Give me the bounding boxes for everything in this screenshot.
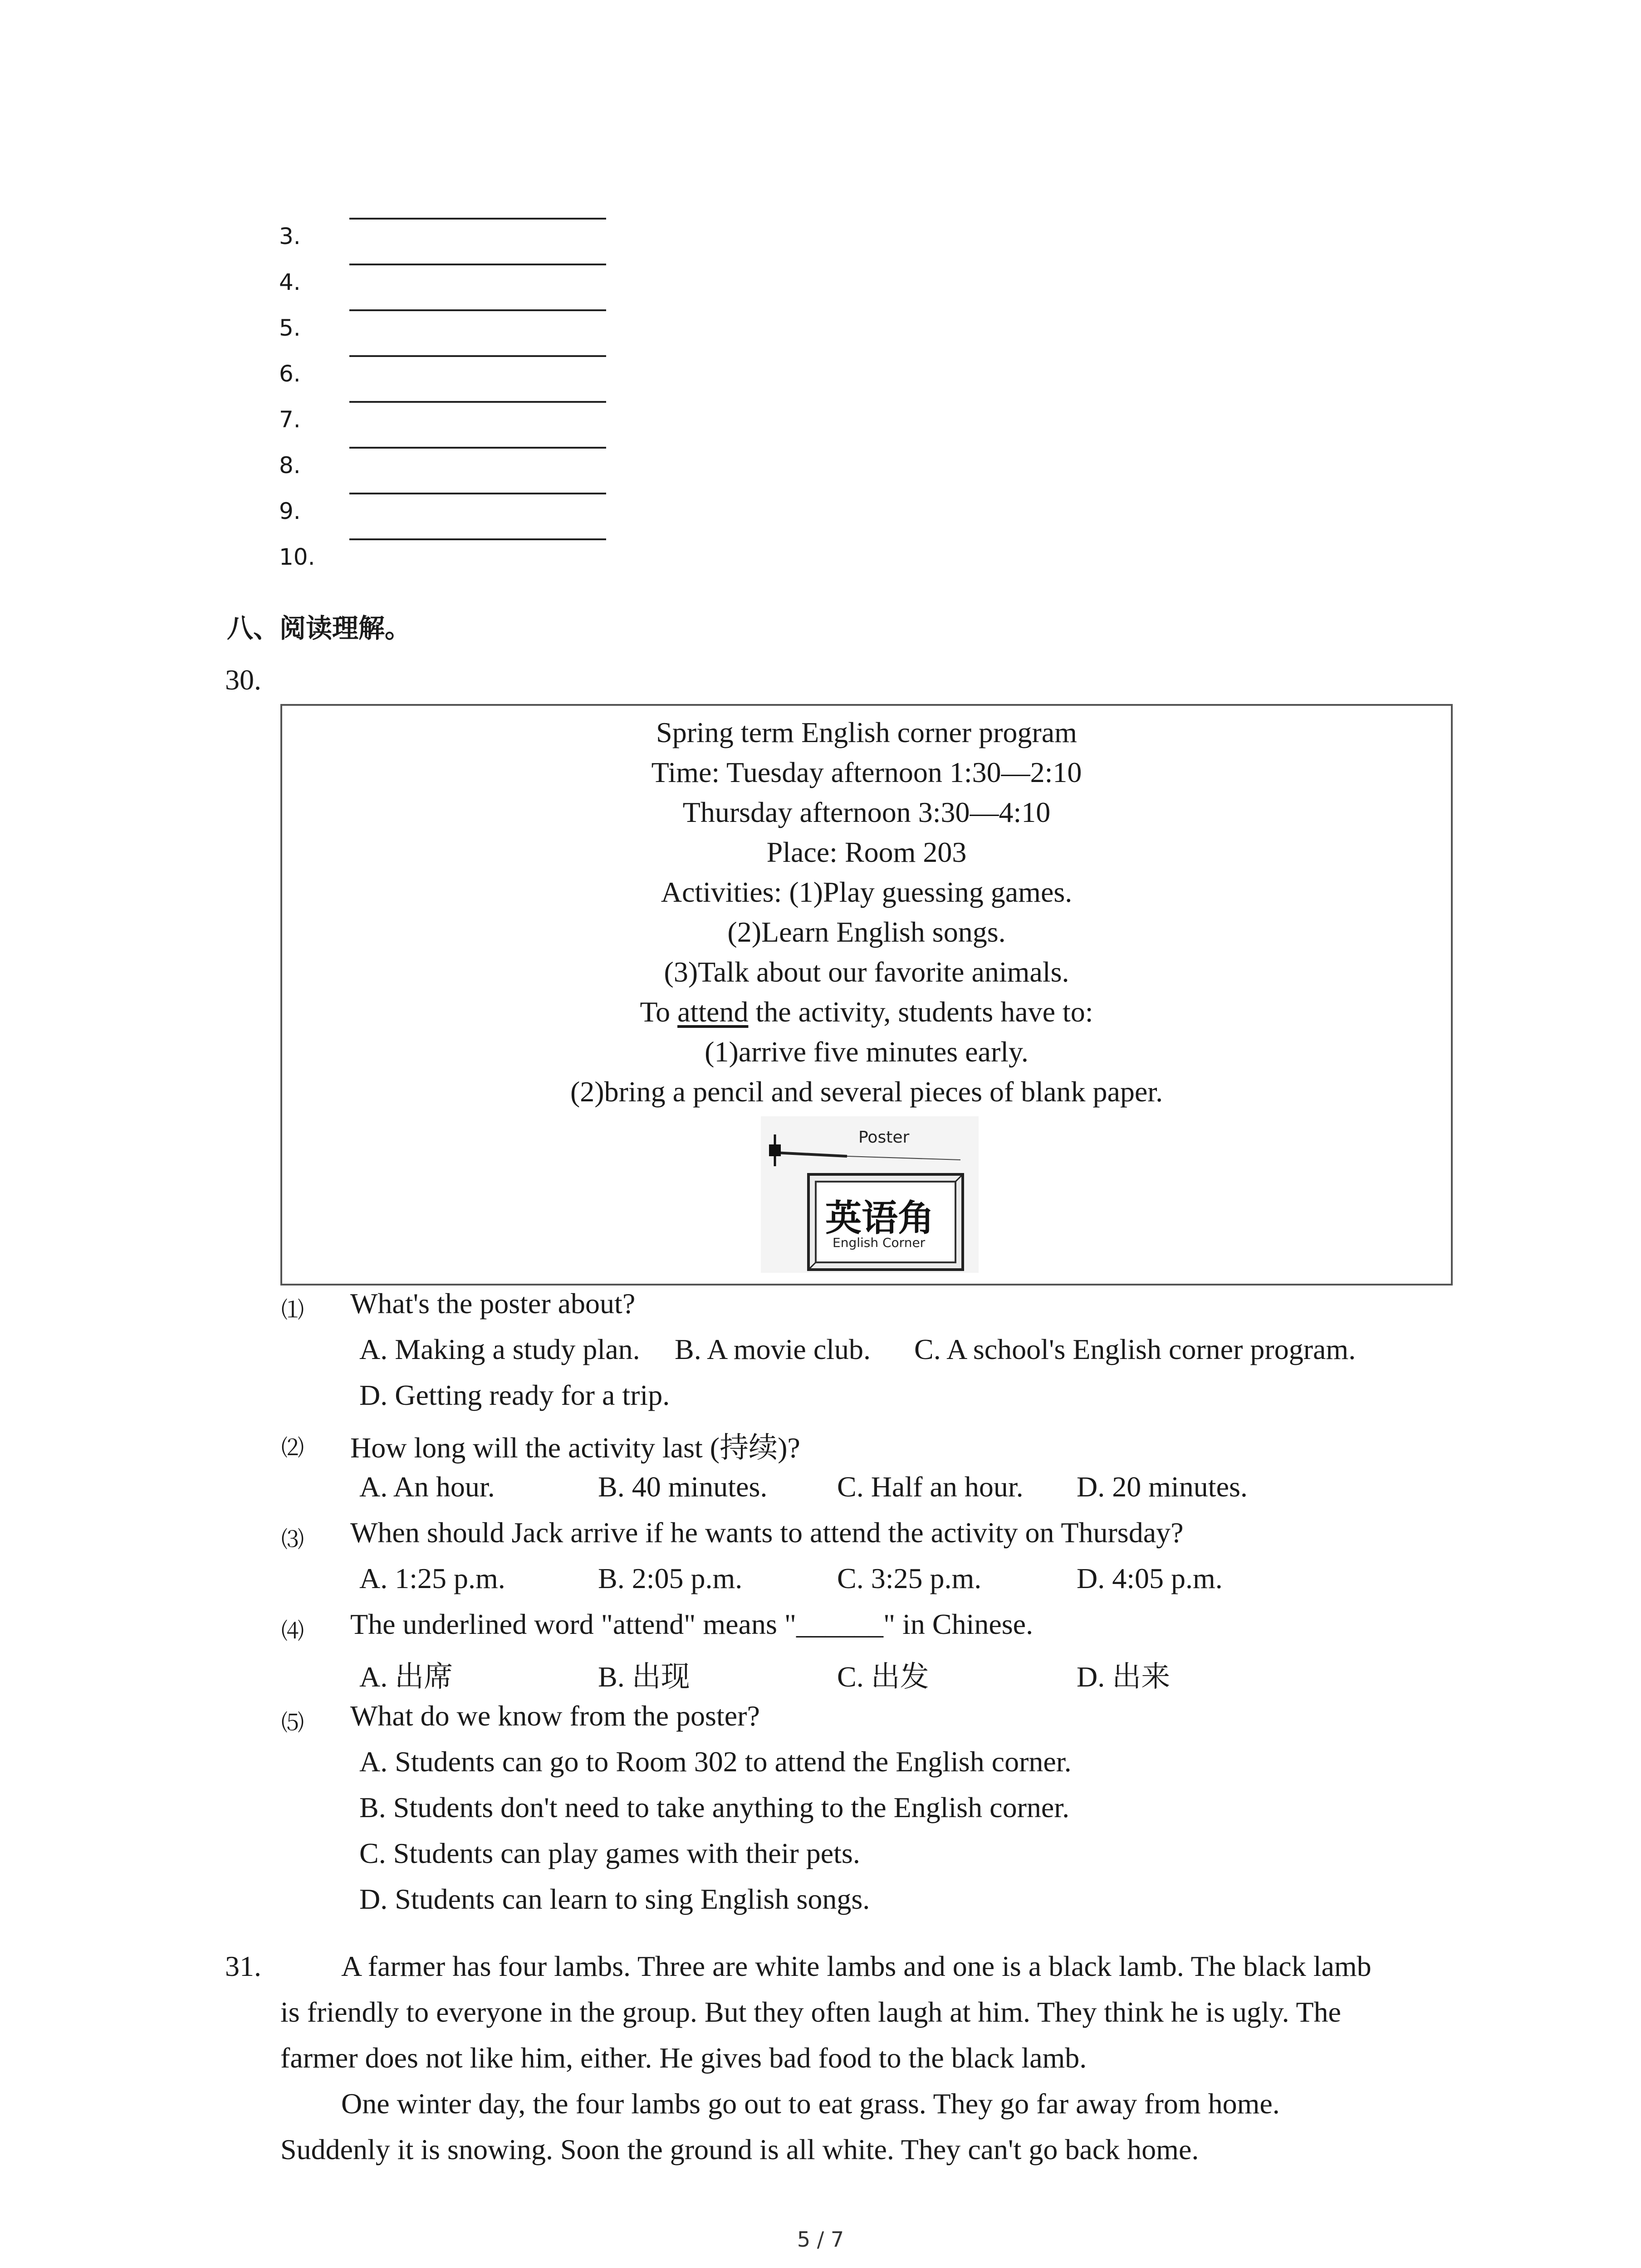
poster-activity-3: (3)Talk about our favorite animals. <box>664 956 1069 988</box>
answer-blank-line[interactable] <box>349 447 606 449</box>
poster-requirement-1: (1)arrive five minutes early. <box>705 1036 1029 1068</box>
answer-blank-line[interactable] <box>349 538 606 540</box>
option-d[interactable]: D. Students can learn to sing English songs. <box>359 1883 870 1915</box>
answer-number: 8. <box>279 452 301 479</box>
subquestion-number: ⑶ <box>281 1526 304 1553</box>
answer-blank-line[interactable] <box>349 355 606 357</box>
poster-caption: Poster <box>858 1128 910 1147</box>
poster-box <box>280 704 1453 1286</box>
answer-number: 6. <box>279 361 301 387</box>
subquestion-text: What do we know from the poster? <box>350 1700 760 1732</box>
option-b[interactable]: B. 40 minutes. <box>598 1471 768 1503</box>
option-a[interactable]: A. Students can go to Room 302 to attend the English corner. <box>359 1745 1072 1778</box>
attend-underlined-word: attend <box>677 996 749 1028</box>
passage-line: farmer does not like him, either. He gives bad food to the black lamb. <box>280 2042 1087 2074</box>
subquestion-text: The underlined word "attend" means "______" in Chinese. <box>350 1608 1034 1640</box>
answer-number: 9. <box>279 498 301 524</box>
passage-line: Suddenly it is snowing. Soon the ground is all white. They can't go back home. <box>280 2133 1199 2165</box>
answer-blank-line[interactable] <box>349 401 606 403</box>
poster-sign-chinese: 英语角 <box>825 1197 934 1239</box>
subquestion-number: ⑴ <box>281 1297 304 1323</box>
option-c[interactable]: C. 3:25 p.m. <box>837 1562 982 1594</box>
subquestion-text: What's the poster about? <box>350 1287 636 1320</box>
answer-blank-line[interactable] <box>349 493 606 494</box>
option-b[interactable]: B. Students don't need to take anything to the English corner. <box>359 1791 1070 1823</box>
passage-line: is friendly to everyone in the group. But they often laugh at him. They think he is ugly. The <box>280 1996 1341 2028</box>
subquestion-number: ⑸ <box>281 1710 304 1736</box>
poster-illustration <box>761 1116 979 1273</box>
option-c[interactable]: C. Half an hour. <box>837 1471 1024 1503</box>
answer-blank-line[interactable] <box>349 309 606 311</box>
option-b[interactable]: B. 出现 <box>598 1661 690 1693</box>
poster-time-thursday: Thursday afternoon 3:30—4:10 <box>682 796 1051 828</box>
option-c[interactable]: C. Students can play games with their pets. <box>359 1837 860 1869</box>
poster-activity-2: (2)Learn English songs. <box>727 916 1006 948</box>
section-title: 八、阅读理解。 <box>227 613 411 644</box>
answer-number: 4. <box>279 269 301 295</box>
option-b[interactable]: B. A movie club. <box>675 1333 871 1365</box>
answer-number: 3. <box>279 223 301 249</box>
subquestion-text: When should Jack arrive if he wants to attend the activity on Thursday? <box>350 1516 1184 1549</box>
answer-number: 5. <box>279 315 301 341</box>
question-number: 30. <box>225 664 261 696</box>
option-d[interactable]: D. 出来 <box>1077 1661 1171 1693</box>
option-c[interactable]: C. 出发 <box>837 1661 929 1693</box>
poster-requirement-2: (2)bring a pencil and several pieces of blank paper. <box>570 1075 1163 1108</box>
subquestion-text: How long will the activity last (持续)? <box>350 1432 800 1464</box>
poster-title: Spring term English corner program <box>656 716 1077 748</box>
poster-time-tuesday: Time: Tuesday afternoon 1:30—2:10 <box>651 756 1082 788</box>
poster-attend-line <box>282 995 1451 1029</box>
answer-number: 10. <box>279 544 315 570</box>
passage-line: One winter day, the four lambs go out to eat grass. They go far away from home. <box>341 2087 1280 2120</box>
subquestion-number: ⑷ <box>281 1618 304 1644</box>
option-a[interactable]: A. 1:25 p.m. <box>359 1562 505 1594</box>
poster-place: Place: Room 203 <box>766 836 967 868</box>
option-a[interactable]: A. Making a study plan. <box>359 1333 640 1365</box>
passage-line: A farmer has four lambs. Three are white lambs and one is a black lamb. The black lamb <box>341 1950 1372 1982</box>
option-d[interactable]: D. 20 minutes. <box>1077 1471 1248 1503</box>
answer-number: 7. <box>279 406 301 433</box>
page-number: 5 / 7 <box>797 2227 844 2252</box>
option-d[interactable]: D. Getting ready for a trip. <box>359 1379 670 1411</box>
option-a[interactable]: A. An hour. <box>359 1471 495 1503</box>
subquestion-number: ⑵ <box>281 1435 304 1461</box>
attend-prefix: To <box>640 996 678 1028</box>
option-d[interactable]: D. 4:05 p.m. <box>1077 1562 1223 1594</box>
poster-sign-english: English Corner <box>833 1235 926 1250</box>
question-number: 31. <box>225 1950 261 1982</box>
answer-blank-line[interactable] <box>349 264 606 265</box>
option-a[interactable]: A. 出席 <box>359 1661 453 1693</box>
answer-blank-line[interactable] <box>349 218 606 220</box>
option-c[interactable]: C. A school's English corner program. <box>914 1333 1356 1365</box>
poster-activity-1: Activities: (1)Play guessing games. <box>661 876 1073 908</box>
attend-suffix: the activity, students have to: <box>748 996 1093 1028</box>
option-b[interactable]: B. 2:05 p.m. <box>598 1562 743 1594</box>
